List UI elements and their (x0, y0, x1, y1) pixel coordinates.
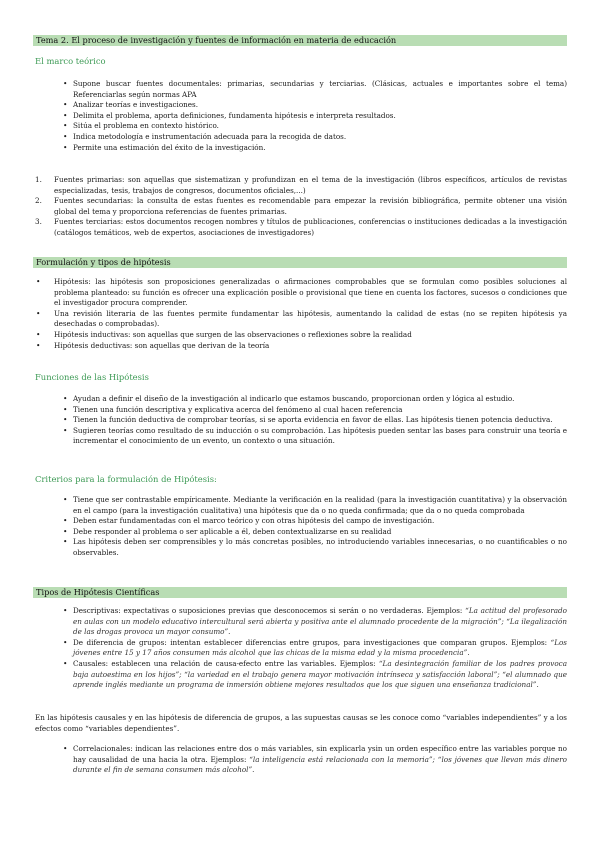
example-text: “La desintegración familiar de los padres provoca baja autoestima en los hijos”; “la variedad en el trabajo genera mayor motivación intrínseca y satisfacción laboral”; “el alumnado que aprende inglés mediante un programa de inmersión obtiene mejores resultados que los que siguen una enseñanza tradicional”. (73, 658, 567, 690)
list-number: 2. (35, 196, 42, 206)
list-item: • Supone buscar fuentes documentales: primarias, secundarias y terciarias. (Clásicas, actuales e importantes sobre el tema) Referenciarlas según normas APA (0, 79, 600, 100)
list-item (0, 638, 600, 659)
list-number: 1. (35, 175, 42, 184)
list-item (0, 217, 600, 238)
variables-paragraph: En las hipótesis causales y en las hipótesis de diferencia de grupos, a las supuestas causas se les conoce como “variables independientes” y a los efectos como “variables dependientes”. (35, 713, 567, 733)
example-text: “la inteligencia está relacionada con la memoria”; “los jóvenes que llevan más dinero durante el fin de semana consumen más alcohol”. (73, 754, 567, 775)
list-item: • Hipótesis inductivas: son aquellas que surgen de las observaciones o reflexiones sobre la realidad (0, 330, 600, 341)
band-formulacion: Formulación y tipos de hipótesis (33, 257, 567, 268)
list-item: • Analizar teorías e investigaciones. (0, 100, 600, 111)
tipos-bullet-list (0, 606, 600, 691)
list-text: Descriptivas: expectativas o suposiciones previas que desconocemos si serán o no verdaderas. Ejemplos: (73, 606, 466, 615)
example-text: “Los jóvenes entre 15 y 17 años consumen más alcohol que las chicas de la misma edad y la misma procedencia”. (73, 637, 567, 658)
list-text: Fuentes primarias: son aquellas que sistematizan y profundizan en el tema de la investigación (libros específicos, artículos de revistas especializadas, tesis, trabajos de congresos, documentos oficiales,...) (54, 175, 567, 195)
list-text: Causales: establecen una relación de causa-efecto entre las variables. Ejemplos: (73, 658, 379, 668)
list-text: Correlacionales: indican las relaciones entre dos o más variables, sin explicarla ysin un orden específico entre las variables porque no hay causalidad de una hacia la otra. Ejemplos: (73, 744, 567, 764)
list-text: Fuentes secundarias: la consulta de estas fuentes es recomendable para empezar la revisión bibliográfica, permite obtener una visión global del tema y proporciona referencias de fuentes primarias. (54, 196, 567, 216)
fuentes-numbered-list (0, 175, 600, 239)
funciones-bullet-list (0, 394, 600, 447)
list-item: • Hipótesis: las hipótesis son proposiciones generalizadas o afirmaciones comprobables que se formulan como posibles soluciones al problema planteado: su función es ofrecer una explicación posible o provisional que tiene en cuenta los factores, sucesos o condiciones que el investigador procura comprender. (0, 277, 600, 309)
band-tipos: Tipos de Hipótesis Científicas (33, 587, 567, 598)
list-item: • Debe responder al problema o ser aplicable a él, deben contextualizarse en su realidad (0, 527, 600, 538)
heading-criterios: Criterios para la formulación de Hipótesis: (35, 474, 217, 484)
list-item: • Una revisión literaria de las fuentes permite fundamentar las hipótesis, aumentando la calidad de estas (no se repiten hipótesis ya desechadas o comprobadas). (0, 309, 600, 330)
correlacionales-list (0, 744, 600, 776)
list-item: • Sugieren teorías como resultado de su inducción o su comprobación. Las hipótesis pueden sentar las bases para construir una teoría e incrementar el conocimiento de un evento, un contexto o una situación. (0, 426, 600, 447)
heading-funciones: Funciones de las Hipótesis (35, 372, 149, 382)
list-text: Fuentes terciarias: estos documentos recogen nombres y títulos de publicaciones, conferencias o instituciones dedicadas a la investigación (catálogos temáticos, web de expertos, asociaciones de investigadores) (54, 217, 567, 237)
list-item: • Tienen la función deductiva de comprobar teorías, si se aporta evidencia en favor de ellas. Las hipótesis tienen potencia deductiva. (0, 415, 600, 426)
heading-marco: El marco teórico (35, 56, 106, 66)
example-text: “La actitud del profesorado en aulas con un modelo educativo intercultural será abierta y positiva ante el alumnado procedente de la migración”; “La ilegalización de las drogas provoca un mayor consumo”. (73, 606, 567, 637)
list-item: • Indica metodología e instrumentación adecuada para la recogida de datos. (0, 132, 600, 143)
list-text: De diferencia de grupos: intentan establecer diferencias entre grupos, para investigaciones que comparan grupos. Ejemplos: (73, 637, 551, 647)
list-item: • Ayudan a definir el diseño de la investigación al indicarlo que estamos buscando, proporcionan orden y lógica al estudio. (0, 394, 600, 405)
list-item: • Tienen una función descriptiva y explicativa acerca del fenómeno al cual hacen referencia (0, 405, 600, 416)
list-number: 3. (35, 217, 42, 227)
list-item: • Sitúa el problema en contexto histórico. (0, 121, 600, 132)
list-item: • Tiene que ser contrastable empíricamente. Mediante la verificación en la realidad (para la investigación cuantitativa) y la observación en el campo (para la investigación cualitativa) una hipótesis que da o no queda confirmada; que da o no queda comprobada (0, 495, 600, 516)
list-item (0, 606, 600, 638)
list-item (0, 744, 600, 776)
list-item (0, 659, 600, 691)
formulacion-bullet-list (0, 277, 600, 351)
list-item (0, 175, 600, 196)
list-item (0, 196, 600, 217)
list-item: • Las hipótesis deben ser comprensibles y lo más concretas posibles, no introduciendo variables innecesarias, o no cuantificables o no observables. (0, 537, 600, 558)
list-item: • Delimita el problema, aporta definiciones, fundamenta hipótesis e interpreta resultados. (0, 111, 600, 122)
list-item: • Deben estar fundamentadas con el marco teórico y con otras hipótesis del campo de investigación. (0, 516, 600, 527)
marco-bullet-list (0, 79, 600, 153)
list-item: • Permite una estimación del éxito de la investigación. (0, 143, 600, 154)
criterios-bullet-list (0, 495, 600, 559)
title-band: Tema 2. El proceso de investigación y fuentes de información en materia de educación (33, 35, 567, 46)
list-item: • Hipótesis deductivas: son aquellas que derivan de la teoría (0, 341, 600, 352)
